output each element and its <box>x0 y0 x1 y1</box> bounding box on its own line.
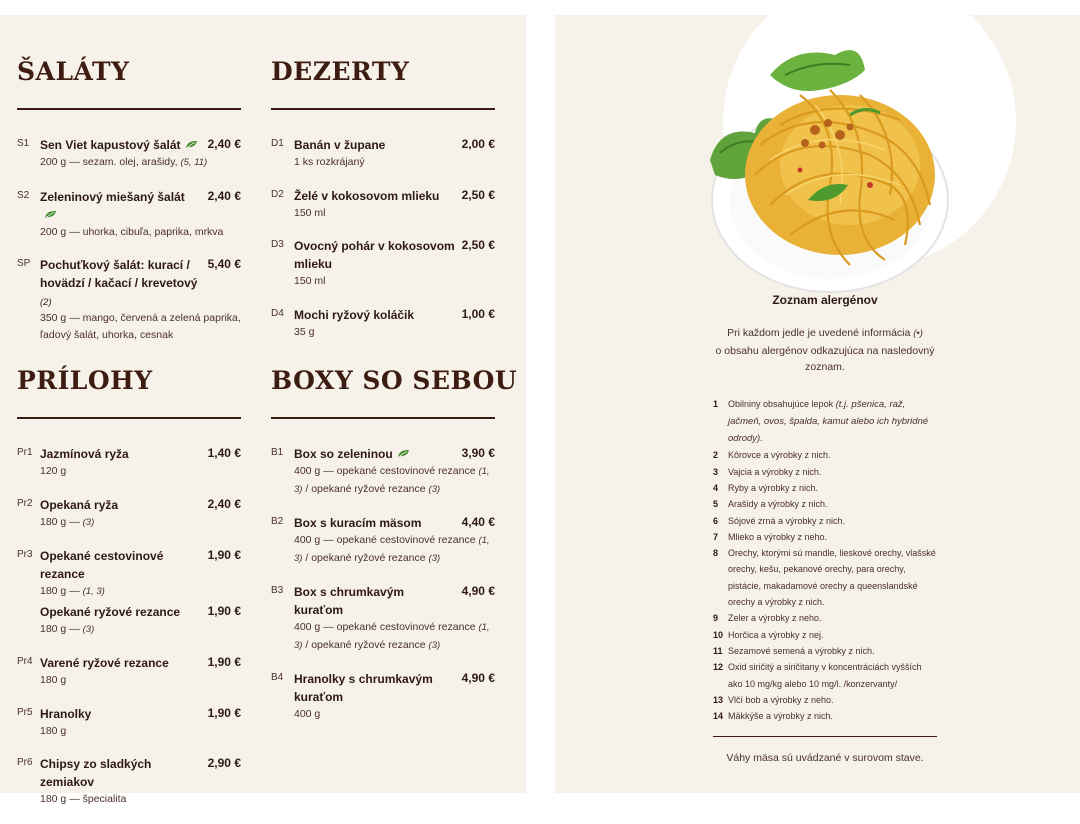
allergen-number: 3 <box>713 466 719 477</box>
item-allergens: (3) <box>428 483 441 495</box>
allergen-number: 1 <box>713 398 719 409</box>
item-price: 2,40 € <box>207 188 241 203</box>
menu-item <box>17 136 241 172</box>
item-code: D3 <box>271 239 284 250</box>
allergen-item <box>713 643 937 659</box>
section-divider <box>17 108 241 110</box>
item-description-text: / opekané ryžové rezance <box>302 551 429 564</box>
item-name: Opekané cestovinové rezance <box>40 549 164 581</box>
allergen-number: 13 <box>713 694 724 705</box>
item-name: Hranolky s chrumkavým kuraťom <box>294 672 433 704</box>
item-code: S2 <box>17 189 30 201</box>
item-name-row <box>40 445 241 463</box>
allergen-number: 6 <box>713 515 719 526</box>
allergen-number: 9 <box>713 613 719 624</box>
item-code: S1 <box>17 138 30 149</box>
item-name-row <box>40 603 241 621</box>
item-allergens: (5, 11) <box>180 157 208 168</box>
allergen-item <box>713 708 937 724</box>
item-description-text: 35 g <box>294 325 315 338</box>
allergen-number: 2 <box>713 450 719 461</box>
item-price: 2,40 € <box>207 496 241 511</box>
item-code: D1 <box>271 138 284 149</box>
item-price: 1,90 € <box>207 603 241 618</box>
allergen-intro-rest: o obsahu alergénov odkazujúca na nasledovný zoznam. <box>715 344 935 373</box>
allergen-text: Mäkkýše a výrobky z nich. <box>728 711 834 722</box>
item-description <box>294 619 495 654</box>
item-description-text: 180 g — <box>40 622 80 635</box>
leaf-icon <box>44 210 57 219</box>
item-name: Opekaná ryža <box>40 497 119 512</box>
item-name: Opekané ryžové rezance <box>40 604 181 619</box>
allergen-number: 4 <box>713 482 719 493</box>
allergen-item <box>713 529 937 545</box>
item-description-text: 400 g — opekané cestovinové rezance <box>294 465 479 477</box>
item-name-row <box>294 514 495 532</box>
menu-page-right <box>555 15 1080 793</box>
item-description <box>294 273 495 290</box>
menu-item <box>17 188 241 241</box>
item-description <box>40 224 241 241</box>
item-code: D4 <box>271 307 284 319</box>
allergen-intro <box>713 325 937 376</box>
menu-item <box>271 136 495 171</box>
item-code: Pr5 <box>17 706 33 718</box>
allergen-number: 7 <box>713 531 719 542</box>
item-allergens: (1, 3) <box>294 535 490 564</box>
menu-item <box>271 445 495 498</box>
allergen-text: Vajcia a výrobky z nich. <box>728 466 822 477</box>
allergen-text: Ryby a výrobky z nich. <box>728 482 819 493</box>
menu-item <box>17 547 241 638</box>
allergen-intro-text: Pri každom jedle je uvedené informácia <box>727 327 911 339</box>
item-name: Želé v kokosovom mlieku <box>294 188 440 203</box>
item-name: Box so zeleninou <box>294 447 393 461</box>
item-name-row <box>40 256 241 310</box>
allergen-item <box>713 396 937 448</box>
item-name: Mochi ryžový koláčik <box>294 307 415 322</box>
section-title: BOXY SO SEBOU <box>271 366 518 395</box>
item-description <box>40 514 241 532</box>
item-price: 4,40 € <box>461 515 495 529</box>
item-name-row <box>294 670 495 706</box>
item-price: 1,90 € <box>207 655 241 669</box>
allergen-item <box>713 692 937 708</box>
noodles-plate-image <box>700 35 955 285</box>
menu-item-list <box>271 445 495 723</box>
item-code: Pr1 <box>17 447 33 458</box>
item-description-text: 400 g <box>294 708 321 720</box>
item-description <box>40 621 241 639</box>
item-name-row <box>294 187 495 205</box>
leaf-icon <box>185 140 198 149</box>
item-price: 1,00 € <box>461 306 495 321</box>
item-allergens: (3) <box>428 552 441 564</box>
item-name-row <box>294 583 495 619</box>
item-description <box>294 706 495 723</box>
menu-item <box>271 514 495 567</box>
allergen-intro-mark: (•) <box>913 328 923 339</box>
item-description <box>40 672 241 689</box>
item-name-row <box>40 547 241 583</box>
item-description <box>294 532 495 567</box>
item-name-row <box>294 445 495 463</box>
item-allergens: (1, 3) <box>294 466 490 495</box>
item-description-text: 180 g — <box>40 585 80 597</box>
allergen-panel <box>713 293 937 764</box>
item-allergens: (3) <box>82 623 95 635</box>
allergen-number: 8 <box>713 548 719 559</box>
item-name: Box s chrumkavým kuraťom <box>294 585 405 617</box>
allergen-text: Oxid siričitý a siričitany v koncentráciách vyšších ako 10 mg/kg alebo 10 mg/l. /konzervanty/ <box>728 662 922 689</box>
menu-item <box>271 583 495 654</box>
menu-item <box>17 654 241 689</box>
allergen-number: 5 <box>713 499 719 510</box>
item-description-text: 1 ks rozkrájaný <box>294 156 365 168</box>
item-description-text: 180 g — <box>40 515 80 528</box>
item-code: B4 <box>271 672 284 683</box>
allergen-text: Zeler a výrobky z neho. <box>728 613 822 624</box>
menu-item-list <box>271 136 495 340</box>
item-description <box>40 154 241 172</box>
item-code: B2 <box>271 516 284 527</box>
allergen-divider <box>713 736 937 737</box>
allergen-number: 12 <box>713 662 724 673</box>
item-price: 1,40 € <box>207 446 241 460</box>
allergen-item <box>713 480 937 496</box>
allergen-item <box>713 513 937 529</box>
item-name-row <box>40 188 241 224</box>
allergen-text: Obilniny obsahujúce lepok <box>728 398 834 409</box>
item-price: 2,50 € <box>461 187 495 202</box>
allergen-item <box>713 627 937 643</box>
item-name: Hranolky <box>40 706 92 721</box>
item-description-text: 120 g <box>40 465 67 477</box>
menu-item <box>271 670 495 723</box>
allergen-text: Kôrovce a výrobky z nich. <box>728 450 831 461</box>
item-code: SP <box>17 258 31 269</box>
leaf-icon <box>397 449 410 458</box>
item-price: 1,90 € <box>207 548 241 562</box>
menu-item <box>271 306 495 341</box>
item-allergens: (1, 3) <box>82 586 105 597</box>
item-name-row <box>294 237 495 273</box>
item-description-text: 180 g — špecialita <box>40 793 127 805</box>
item-name-row <box>294 306 495 324</box>
item-name: Jazmínová ryža <box>40 447 129 461</box>
item-price: 1,90 € <box>207 705 241 720</box>
allergen-item <box>713 659 937 692</box>
allergen-list <box>713 396 937 725</box>
item-description-text: 180 g <box>40 724 67 737</box>
item-description <box>40 463 241 480</box>
item-code: D2 <box>271 188 284 200</box>
item-name-row <box>40 705 241 723</box>
section-title: ŠALÁTY <box>17 57 130 86</box>
item-description <box>294 324 495 341</box>
section-title: DEZERTY <box>271 57 410 86</box>
item-description-text: 150 ml <box>294 275 326 287</box>
allergen-text: Orechy, ktorými sú mandle, lieskové orechy, vlašské orechy, kešu, pekanové orechy, para orechy, pistácie, makadamové orechy a queenslandské orechy a výrobky z nich. <box>728 548 936 608</box>
allergen-number: 10 <box>713 629 724 640</box>
menu-item-list <box>17 445 241 808</box>
item-description <box>294 463 495 498</box>
allergen-text: Arašidy a výrobky z nich. <box>728 499 828 510</box>
item-price: 5,40 € <box>207 257 241 271</box>
item-description-text: / opekané ryžové rezance <box>302 638 429 651</box>
section-dezerty <box>271 55 495 356</box>
section-divider <box>271 417 495 419</box>
item-description-text: 400 g — opekané cestovinové rezance <box>294 621 479 633</box>
item-price: 2,40 € <box>207 137 241 151</box>
menu-item <box>271 237 495 290</box>
section-prilohy <box>17 364 241 824</box>
menu-subitem <box>40 603 241 639</box>
item-price: 2,50 € <box>461 238 495 252</box>
allergen-item <box>713 545 937 610</box>
menu-page-left <box>0 15 526 805</box>
item-name: Chipsy zo sladkých zemiakov <box>40 757 152 789</box>
allergen-item <box>713 464 937 480</box>
menu-item-list <box>17 136 241 343</box>
item-code: B3 <box>271 585 284 596</box>
item-name: Varené ryžové rezance <box>40 656 169 670</box>
item-allergens: (3) <box>428 639 441 651</box>
menu-item <box>17 496 241 532</box>
item-name: Zeleninový miešaný šalát <box>40 189 185 204</box>
menu-item <box>271 187 495 222</box>
allergen-footer: Váhy mäsa sú uvádzané v surovom stave. <box>726 752 924 765</box>
section-divider <box>271 108 495 110</box>
section-title: PRÍLOHY <box>17 366 153 395</box>
item-allergens: (2) <box>40 297 52 308</box>
item-name-row <box>40 496 241 514</box>
allergen-number: 11 <box>713 645 723 656</box>
item-description <box>40 310 241 343</box>
item-description-text: 180 g <box>40 674 67 686</box>
section-salaty <box>17 55 241 359</box>
allergen-text: Mlieko a výrobky z neho. <box>728 531 828 542</box>
item-name: Banán v župane <box>294 138 386 152</box>
item-description <box>40 583 241 601</box>
allergen-note: (t.j. pšenica, raž, jačmeň, ovos, špalda, kamut alebo ich hybridné odrody). <box>728 398 929 445</box>
item-description-text: 150 ml <box>294 206 326 219</box>
allergen-text: Sezamové semená a výrobky z nich. <box>728 645 875 656</box>
item-description <box>40 791 241 808</box>
item-description-text: / opekané ryžové rezance <box>302 482 429 495</box>
allergen-number: 14 <box>713 711 724 722</box>
item-name: Ovocný pohár v kokosovom mlieku <box>294 239 455 271</box>
item-code: B1 <box>271 447 284 458</box>
item-price: 3,90 € <box>461 446 495 460</box>
item-description-text: 350 g — mango, červená a zelená paprika, ľadový šalát, uhorka, cesnak <box>40 312 241 341</box>
item-description-text: 200 g — sezam. olej, arašidy, <box>40 156 178 168</box>
item-price: 4,90 € <box>461 584 495 598</box>
item-description-text: 400 g — opekané cestovinové rezance <box>294 534 479 546</box>
item-code: Pr4 <box>17 656 33 667</box>
item-allergens: (1, 3) <box>294 622 490 651</box>
item-name: Sen Viet kapustový šalát <box>40 138 181 152</box>
item-price: 4,90 € <box>461 671 495 685</box>
allergen-item <box>713 610 937 626</box>
menu-item <box>17 256 241 343</box>
allergen-item <box>713 447 937 463</box>
item-name: Pochuťkový šalát: kurací / hovädzí / kačací / krevetový <box>40 258 198 290</box>
item-code: Pr3 <box>17 549 33 560</box>
item-name-row <box>40 136 241 154</box>
item-code: Pr2 <box>17 497 33 509</box>
item-description <box>294 205 495 222</box>
menu-item <box>17 445 241 480</box>
section-boxy <box>271 364 518 739</box>
item-name-row <box>40 654 241 672</box>
item-price: 2,00 € <box>461 137 495 151</box>
item-description <box>294 154 495 171</box>
item-name-row <box>294 136 495 154</box>
item-description <box>40 723 241 740</box>
item-name: Box s kuracím mäsom <box>294 516 422 530</box>
item-name-row <box>40 755 241 791</box>
item-description-text: 200 g — uhorka, cibuľa, paprika, mrkva <box>40 225 224 238</box>
section-divider <box>17 417 241 419</box>
allergen-text: Vlčí bob a výrobky z neho. <box>728 694 834 705</box>
item-price: 2,90 € <box>207 756 241 770</box>
allergen-title: Zoznam alergénov <box>772 293 878 307</box>
allergen-text: Horčica a výrobky z nej. <box>728 629 824 640</box>
menu-item <box>17 705 241 740</box>
item-code: Pr6 <box>17 757 33 768</box>
allergen-item <box>713 496 937 512</box>
allergen-text: Sójové zrná a výrobky z nich. <box>728 515 846 526</box>
item-allergens: (3) <box>82 516 95 528</box>
menu-item <box>17 755 241 808</box>
